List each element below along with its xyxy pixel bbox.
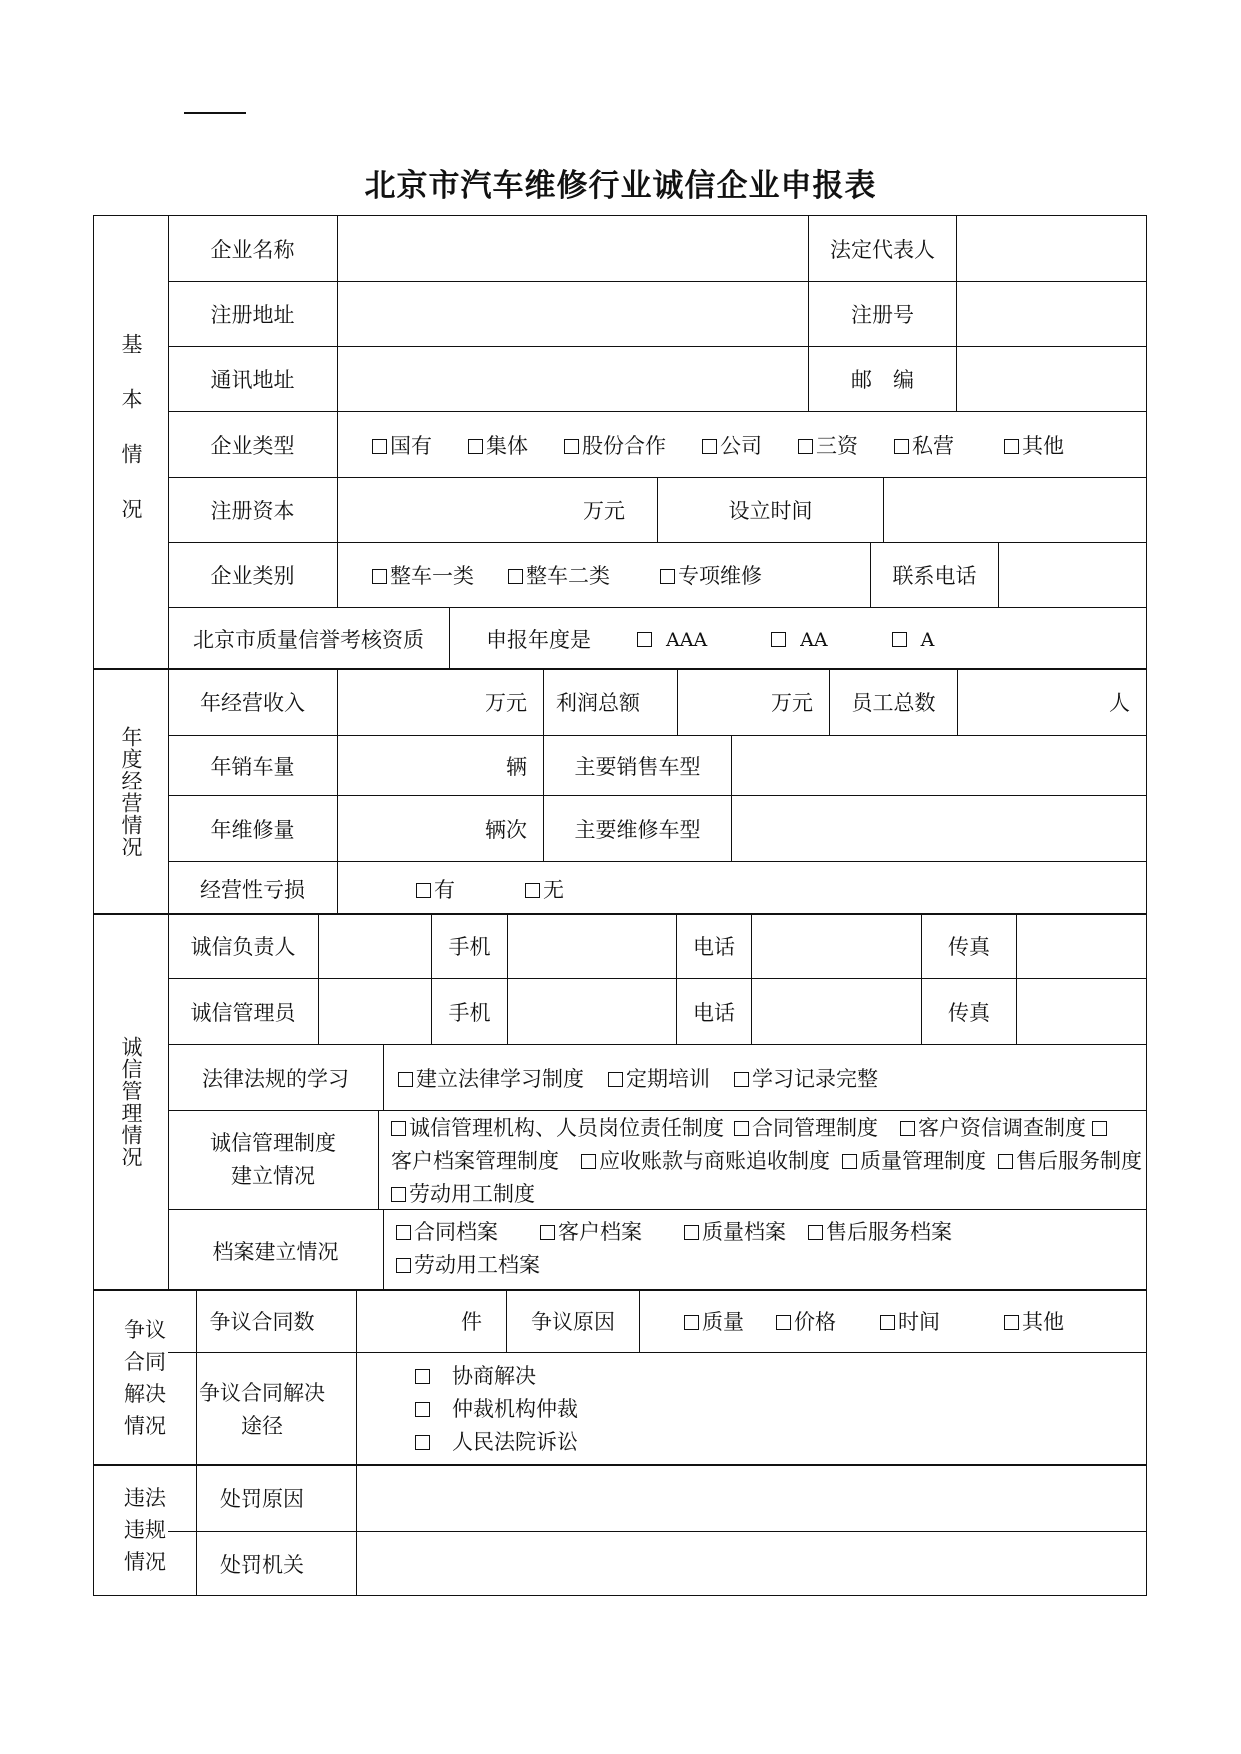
checkbox-icon xyxy=(1092,1121,1107,1136)
checkbox-labor-archive[interactable]: 劳动用工档案 xyxy=(396,1249,540,1282)
label-dispute-count: 争议合同数 xyxy=(168,1290,357,1352)
section-violation xyxy=(93,1464,1147,1596)
label-credit-head: 诚信负责人 xyxy=(168,914,319,978)
checkbox-icon xyxy=(1004,1315,1019,1330)
input-credit-head[interactable] xyxy=(319,914,432,978)
checkbox-icon xyxy=(540,1225,555,1240)
checkbox-icon xyxy=(998,1154,1013,1169)
checkbox-reason-other[interactable]: 其他 xyxy=(1004,1306,1064,1336)
row-company-type xyxy=(168,412,1146,478)
checkbox-contract-archive[interactable]: 合同档案 xyxy=(396,1216,498,1249)
label-dispute-resolve: 争议合同解决 途径 xyxy=(168,1353,357,1466)
checkbox-icon xyxy=(637,632,652,647)
input-head-fax[interactable] xyxy=(1017,914,1146,978)
checkbox-icon xyxy=(396,1225,411,1240)
row-quality xyxy=(168,608,1146,670)
input-profit[interactable]: 万元 xyxy=(678,669,830,735)
row-credit-system xyxy=(168,1111,1146,1210)
label-company-type: 企业类型 xyxy=(168,412,338,477)
checkbox-arbitration[interactable]: 仲裁机构仲裁 xyxy=(415,1393,1146,1426)
row-company-name xyxy=(168,216,1146,282)
label-dispute-reason: 争议原因 xyxy=(507,1290,640,1352)
checkbox-loss-yes[interactable]: 有 xyxy=(416,874,455,904)
page-title: 北京市汽车维修行业诚信企业申报表 xyxy=(364,168,877,204)
checkbox-icon xyxy=(415,1369,430,1384)
row-category xyxy=(168,543,1146,608)
label-mail-address: 通讯地址 xyxy=(168,347,338,411)
checkbox-labor[interactable]: 劳动用工制度 xyxy=(391,1178,535,1211)
checkbox-icon xyxy=(396,1258,411,1273)
checkbox-zhengche-2[interactable]: 整车二类 xyxy=(508,560,610,590)
checkbox-icon xyxy=(468,439,483,454)
row-loss xyxy=(168,862,1146,915)
section-basic xyxy=(93,215,1147,670)
company-type-options xyxy=(338,412,1146,477)
input-penalty-reason[interactable] xyxy=(357,1465,1146,1531)
checkbox-icon xyxy=(581,1154,596,1169)
label-tel: 电话 xyxy=(677,914,752,978)
label-postcode: 邮 编 xyxy=(809,347,957,411)
checkbox-reason-time[interactable]: 时间 xyxy=(880,1306,940,1336)
checkbox-training[interactable]: 定期培训 xyxy=(608,1063,710,1093)
checkbox-icon xyxy=(372,569,387,584)
input-main-repair[interactable] xyxy=(732,796,1146,861)
row-law-study xyxy=(168,1045,1146,1111)
checkbox-icon xyxy=(776,1315,791,1330)
row-dispute-count xyxy=(168,1290,1146,1353)
checkbox-law-system[interactable]: 建立法律学习制度 xyxy=(398,1063,584,1093)
checkbox-credit-org[interactable]: 诚信管理机构、人员岗位责任制度 xyxy=(391,1112,724,1145)
input-founded[interactable] xyxy=(884,478,1146,542)
checkbox-icon xyxy=(660,569,675,584)
input-reg-address[interactable] xyxy=(338,282,809,346)
input-reg-capital[interactable]: 万元 xyxy=(338,478,658,542)
checkbox-icon xyxy=(684,1225,699,1240)
checkbox-negotiate[interactable]: 协商解决 xyxy=(415,1360,1146,1393)
input-staff[interactable]: 人 xyxy=(1109,691,1130,715)
checkbox-after-sales[interactable]: 售后服务制度 xyxy=(998,1145,1142,1178)
side-annual: 年度经营情况 xyxy=(94,669,169,914)
checkbox-study-record[interactable]: 学习记录完整 xyxy=(734,1063,878,1093)
section-dispute xyxy=(93,1289,1147,1466)
rating-options xyxy=(450,608,1146,670)
input-mail-address[interactable] xyxy=(338,347,809,411)
checkbox-icon xyxy=(798,439,813,454)
checkbox-icon xyxy=(842,1154,857,1169)
checkbox-icon xyxy=(734,1072,749,1087)
checkbox-qita[interactable]: 其他 xyxy=(1004,430,1064,460)
row-penalty-authority xyxy=(168,1532,1146,1596)
label-category: 企业类别 xyxy=(168,543,338,607)
checkbox-icon xyxy=(734,1121,749,1136)
label-penalty-reason: 处罚原因 xyxy=(168,1465,357,1531)
checkbox-quality-archive[interactable]: 质量档案 xyxy=(684,1216,786,1249)
label-repairs: 年维修量 xyxy=(168,796,338,861)
checkbox-court[interactable]: 人民法院诉讼 xyxy=(415,1426,1146,1459)
checkbox-gongsi[interactable]: 公司 xyxy=(702,430,762,460)
checkbox-icon xyxy=(900,1121,915,1136)
input-sales[interactable]: 辆 xyxy=(338,736,544,795)
row-repairs xyxy=(168,796,1146,862)
label-law-study: 法律法规的学习 xyxy=(168,1045,384,1110)
label-phone: 联系电话 xyxy=(871,543,999,607)
checkbox-credit-check[interactable]: 客户资信调查制度 xyxy=(900,1112,1086,1145)
row-reg-capital xyxy=(168,478,1146,543)
category-options xyxy=(338,543,871,607)
label-archive: 档案建立情况 xyxy=(168,1210,384,1291)
input-head-mobile[interactable] xyxy=(508,914,677,978)
checkbox-customer-archive[interactable]: 客户档案 xyxy=(540,1216,642,1249)
row-archive xyxy=(168,1210,1146,1291)
label-report-year: 申报年度是 xyxy=(486,628,591,652)
label-mobile: 手机 xyxy=(432,914,508,978)
checkbox-sanzi[interactable]: 三资 xyxy=(798,430,858,460)
top-rule xyxy=(184,112,246,114)
label-loss: 经营性亏损 xyxy=(168,862,338,915)
input-legal-rep[interactable] xyxy=(957,216,1146,281)
row-mail-address xyxy=(168,347,1146,412)
checkbox-icon xyxy=(415,1435,430,1450)
input-postcode[interactable] xyxy=(957,347,1146,411)
checkbox-after-sales-archive[interactable]: 售后服务档案 xyxy=(808,1216,952,1249)
checkbox-zhengche-1[interactable]: 整车一类 xyxy=(372,560,474,590)
label-main-sales: 主要销售车型 xyxy=(544,736,732,795)
checkbox-jiti[interactable]: 集体 xyxy=(468,430,528,460)
input-main-sales[interactable] xyxy=(732,736,1146,795)
input-dispute-count[interactable]: 件 xyxy=(357,1290,507,1352)
row-sales xyxy=(168,736,1146,796)
law-options xyxy=(384,1045,1146,1110)
label-credit-admin: 诚信管理员 xyxy=(168,979,319,1044)
input-admin-tel[interactable] xyxy=(752,979,922,1044)
side-credit: 诚信管理情况 xyxy=(94,914,169,1290)
row-penalty-reason xyxy=(168,1465,1146,1532)
checkbox-icon xyxy=(808,1225,823,1240)
checkbox-guoyou[interactable]: 国有 xyxy=(372,430,432,460)
label-staff: 员工总数 xyxy=(830,669,958,735)
label-reg-capital: 注册资本 xyxy=(168,478,338,542)
checkbox-icon xyxy=(771,632,786,647)
input-admin-fax[interactable] xyxy=(1017,979,1146,1044)
checkbox-zhuanxiang[interactable]: 专项维修 xyxy=(660,560,762,590)
checkbox-gufen[interactable]: 股份合作 xyxy=(564,430,666,460)
label-sales: 年销车量 xyxy=(168,736,338,795)
row-revenue xyxy=(168,669,1146,736)
checkbox-icon xyxy=(608,1072,623,1087)
label-company-name: 企业名称 xyxy=(168,216,338,281)
checkbox-quality-mgmt[interactable]: 质量管理制度 xyxy=(842,1145,986,1178)
checkbox-icon xyxy=(415,1402,430,1417)
label-fax: 传真 xyxy=(922,979,1017,1044)
input-head-tel[interactable] xyxy=(752,914,922,978)
label-penalty-authority: 处罚机关 xyxy=(168,1532,357,1596)
checkbox-icon xyxy=(416,883,431,898)
archive-options xyxy=(384,1210,1146,1291)
input-reg-no[interactable] xyxy=(957,282,1146,346)
section-annual xyxy=(93,668,1147,915)
row-dispute-resolve xyxy=(168,1353,1146,1466)
label-main-repair: 主要维修车型 xyxy=(544,796,732,861)
row-reg-address xyxy=(168,282,1146,347)
label-mobile: 手机 xyxy=(432,979,508,1044)
label-legal-rep: 法定代表人 xyxy=(809,216,957,281)
label-revenue: 年经营收入 xyxy=(168,669,338,735)
reason-options xyxy=(640,1290,1146,1352)
checkbox-aaa[interactable]: AAA xyxy=(637,627,707,651)
label-reg-address: 注册地址 xyxy=(168,282,338,346)
loss-options xyxy=(338,862,1146,915)
checkbox-icon xyxy=(525,883,540,898)
label-credit-system: 诚信管理制度 建立情况 xyxy=(168,1111,379,1209)
label-reg-no: 注册号 xyxy=(809,282,957,346)
checkbox-reason-price[interactable]: 价格 xyxy=(776,1306,836,1336)
label-profit: 利润总额 xyxy=(544,669,678,735)
checkbox-aa[interactable]: AA xyxy=(771,627,827,651)
checkbox-icon xyxy=(892,632,907,647)
row-credit-admin xyxy=(168,979,1146,1045)
checkbox-icon xyxy=(508,569,523,584)
label-quality: 北京市质量信誉考核资质 xyxy=(168,608,450,670)
checkbox-icon xyxy=(684,1315,699,1330)
checkbox-icon xyxy=(391,1187,406,1202)
checkbox-customer-file[interactable] xyxy=(1092,1112,1110,1145)
input-admin-mobile[interactable] xyxy=(508,979,677,1044)
input-penalty-authority[interactable] xyxy=(357,1532,1146,1596)
checkbox-icon xyxy=(1004,439,1019,454)
checkbox-icon xyxy=(398,1072,413,1087)
row-credit-head xyxy=(168,914,1146,979)
input-repairs[interactable]: 辆次 xyxy=(338,796,544,861)
checkbox-icon xyxy=(894,439,909,454)
label-fax: 传真 xyxy=(922,914,1017,978)
checkbox-reason-quality[interactable]: 质量 xyxy=(684,1306,744,1336)
checkbox-receivables[interactable]: 应收账款与商账追收制度 xyxy=(581,1145,830,1178)
input-phone[interactable] xyxy=(999,543,1146,607)
checkbox-siying[interactable]: 私营 xyxy=(894,430,954,460)
label-tel: 电话 xyxy=(677,979,752,1044)
credit-system-options: 诚信管理机构、人员岗位责任制度 合同管理制度 客户资信调查制度 客户档案管理制度 应收账款与商账追收制度 质量管理制度 售后服务制度 劳动用工制度 xyxy=(379,1111,1146,1209)
input-revenue[interactable]: 万元 xyxy=(338,669,544,735)
checkbox-icon xyxy=(372,439,387,454)
side-basic: 基本情况 xyxy=(94,216,169,669)
input-company-name[interactable] xyxy=(338,216,809,281)
checkbox-contract-mgmt[interactable]: 合同管理制度 xyxy=(734,1112,878,1145)
side-dispute: 争议合同解决情况 xyxy=(94,1290,197,1465)
label-founded: 设立时间 xyxy=(658,478,884,542)
checkbox-loss-no[interactable]: 无 xyxy=(525,874,564,904)
input-credit-admin[interactable] xyxy=(319,979,432,1044)
checkbox-icon xyxy=(564,439,579,454)
checkbox-icon xyxy=(702,439,717,454)
resolve-options xyxy=(357,1353,1146,1466)
checkbox-icon xyxy=(391,1121,406,1136)
side-violation: 违法违规情况 xyxy=(94,1465,197,1595)
section-credit xyxy=(93,913,1147,1291)
checkbox-icon xyxy=(880,1315,895,1330)
checkbox-a[interactable]: A xyxy=(892,627,935,651)
